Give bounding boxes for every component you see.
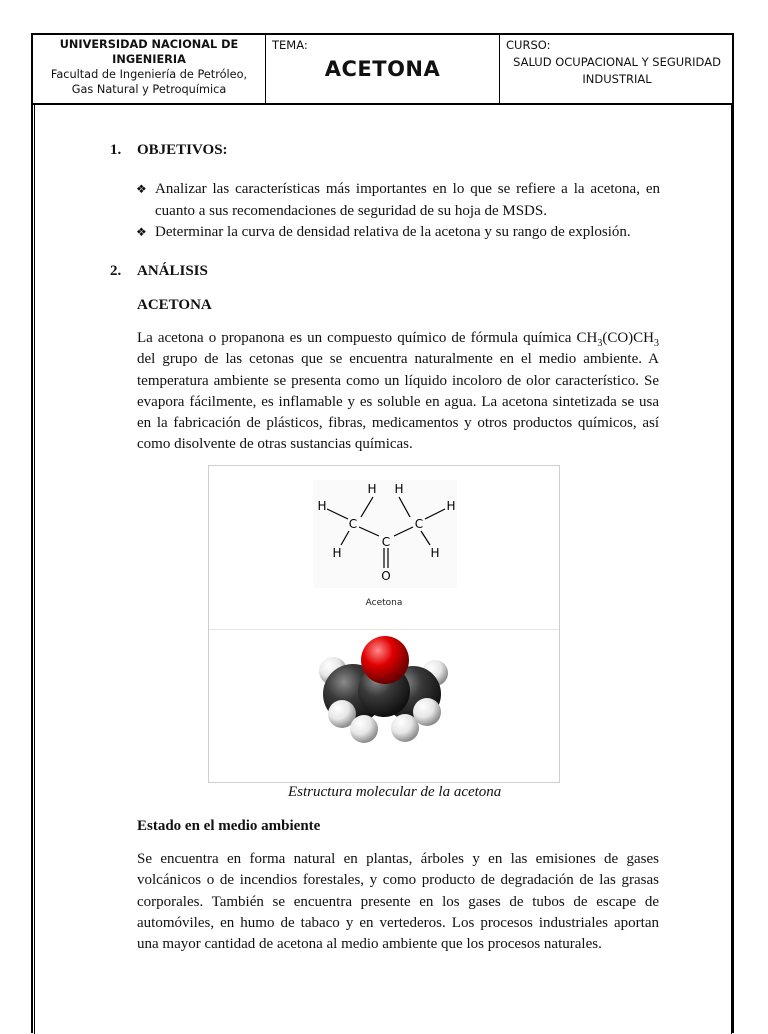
- atom-h: H: [394, 482, 404, 496]
- tema-label: TEMA:: [272, 38, 308, 52]
- inner-border-left: [34, 104, 35, 1034]
- space-filling-model: [309, 636, 459, 751]
- atom-c: C: [348, 517, 358, 531]
- acetona-subtitle: ACETONA: [137, 297, 212, 313]
- formula-sub-3a: 3: [597, 338, 603, 349]
- university-name-line1: UNIVERSIDAD NACIONAL DE: [59, 38, 239, 51]
- curso-name-line2: INDUSTRIAL: [582, 72, 652, 86]
- formula-co: (CO)CH: [602, 330, 654, 346]
- tema-cell: [266, 35, 500, 103]
- section2-number: 2.: [110, 263, 122, 279]
- environment-paragraph: Se encuentra en forma natural en plantas, árboles y en las emisiones de gases volcánicos o de incendios forestales, y como producto de degradación de las grasas corporales. También se encuentra presente en los gases de tubos de escape de automóviles, en humo de tabaco y en vertederos. Los procesos industriales aportan una mayor cantidad de acetona al medio ambiente que los procesos naturales.: [137, 851, 659, 953]
- section1-number: 1.: [110, 142, 122, 158]
- tema-title: ACETONA: [324, 57, 441, 81]
- objective-bullet-2: [136, 222, 660, 244]
- structure-label: Acetona: [365, 598, 403, 608]
- figure-caption: Estructura molecular de la acetona: [288, 784, 502, 800]
- formula-sub-3b: 3: [654, 338, 659, 349]
- faculty-line2: Gas Natural y Petroquímica: [71, 83, 227, 96]
- section1-title: OBJETIVOS:: [137, 142, 228, 158]
- diamond-bullet-icon: ❖: [136, 225, 147, 239]
- curso-name: [504, 54, 730, 88]
- document-header: [33, 35, 732, 105]
- curso-name-line1: SALUD OCUPACIONAL Y SEGURIDAD: [513, 55, 721, 69]
- atom-h: H: [446, 499, 456, 513]
- structural-formula-diagram: [313, 480, 457, 588]
- inner-border-right: [731, 104, 732, 1034]
- atom-o: O: [381, 569, 391, 583]
- intro-text-end: del grupo de las cetonas que se encuentra naturalmente en el medio ambiente. A temperatura ambiente se presenta como un líquido incoloro de olor característico. Se evapora fácilmente, es inflamable y es soluble en agua. La acetona sintetizada se usa en la fabricación de plásticos, fibras, medicamentos y otros productos químicos, así como disolvente de otras sustancias químicas.: [137, 351, 659, 453]
- hydrogen-atom: [391, 714, 419, 742]
- hydrogen-atom: [350, 715, 378, 743]
- diamond-bullet-icon: ❖: [136, 182, 147, 196]
- atom-c: C: [414, 517, 424, 531]
- curso-cell: [500, 35, 732, 103]
- environment-title: Estado en el medio ambiente: [137, 818, 321, 834]
- atom-c: C: [381, 535, 391, 549]
- oxygen-atom: [361, 636, 409, 684]
- intro-text-start: La acetona o propanona es un compuesto químico de fórmula química CH: [137, 330, 598, 346]
- atom-h: H: [317, 499, 327, 513]
- faculty-line1: Facultad de Ingeniería de Petróleo,: [50, 68, 248, 81]
- atom-h: H: [430, 546, 440, 560]
- objective-text-1: Analizar las características más importantes en lo que se refiere a la acetona, en cuanto a sus recomendaciones de seguridad de su hoja de MSDS.: [155, 181, 660, 219]
- university-cell: [33, 35, 266, 103]
- objective-text-2: Determinar la curva de densidad relativa de la acetona y su rango de explosión.: [155, 224, 631, 240]
- acetona-intro-paragraph: [137, 328, 659, 456]
- objective-bullet-1: [136, 179, 660, 222]
- section2-title: ANÁLISIS: [137, 263, 208, 279]
- atom-h: H: [332, 546, 342, 560]
- figure-divider: [209, 629, 559, 630]
- atom-h: H: [367, 482, 377, 496]
- university-name-line2: INGENIERIA: [112, 53, 186, 66]
- curso-label: CURSO:: [506, 38, 551, 52]
- molecule-figure: [208, 465, 560, 783]
